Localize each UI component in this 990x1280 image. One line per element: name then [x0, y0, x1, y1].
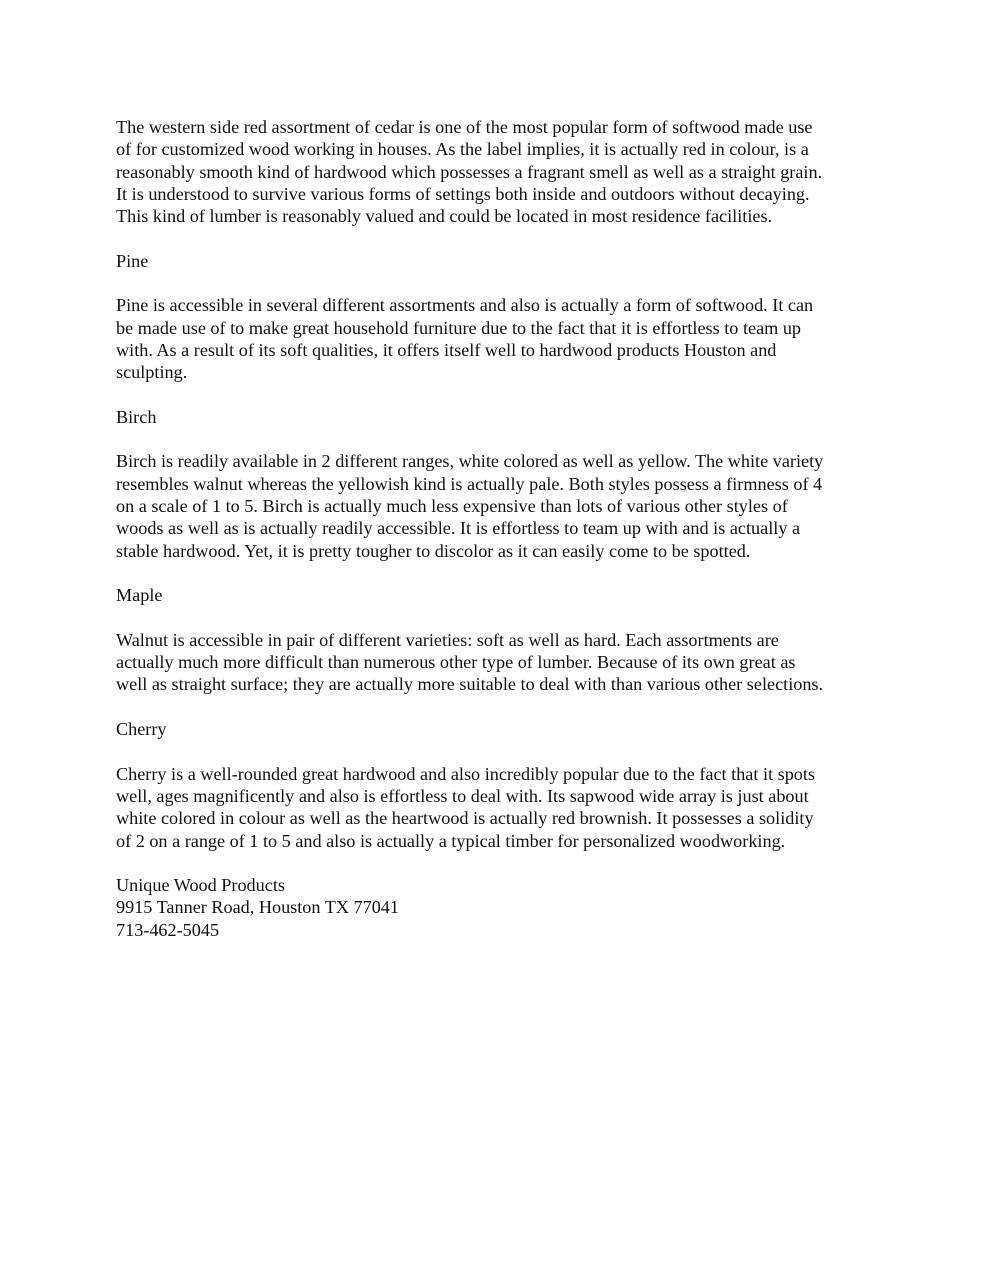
company-phone: 713-462-5045: [116, 919, 220, 940]
intro-paragraph: The western side red assortment of cedar is one of the most popular form of softwood made use of for customized wood working in houses. As the label implies, it is actually red in colour, is a reasonably smooth kind of hardwood which possesses a fragrant smell as well as a straight grain. It is understood to survive various forms of settings both inside and outdoors without decaying. This kind of lumber is reasonably valued and could be located in most residence facilities.: [116, 117, 823, 227]
section-body-birch: Birch is readily available in 2 different ranges, white colored as well as yellow. The white variety resembles walnut whereas the yellowish kind is actually pale. Both styles possess a firmness of 4 on a scale of 1 to 5. Birch is actually much less expensive than lots of various other styles of woods as well as is actually readily accessible. It is effortless to team up with and is actually a stable hardwood. Yet, it is pretty tougher to discolor as it can easily come to be spotted.: [116, 451, 824, 561]
company-address: 9915 Tanner Road, Houston TX 77041: [116, 897, 399, 918]
section-heading-pine: Pine: [116, 250, 149, 271]
section-heading-maple: Maple: [116, 585, 163, 606]
document-page: [116, 116, 916, 941]
section-body-maple: Walnut is accessible in pair of different varieties: soft as well as hard. Each assortments are actually much more difficult than numerous other type of lumber. Because of its own great as well as straight surface; they are actually more suitable to deal with than various other selections.: [116, 629, 824, 695]
section-heading-birch: Birch: [116, 406, 157, 427]
company-name: Unique Wood Products: [116, 875, 285, 896]
section-heading-cherry: Cherry: [116, 719, 167, 740]
section-body-pine: Pine is accessible in several different assortments and also is actually a form of softwood. It can be made use of to make great household furniture due to the fact that it is effortless to team up with. As a result of its soft qualities, it offers itself well to hardwood products Houston and sculpting.: [116, 295, 814, 383]
section-body-cherry: Cherry is a well-rounded great hardwood and also incredibly popular due to the fact that it spots well, ages magnificently and also is effortless to deal with. Its sapwood wide array is just about white colored in colour as well as the heartwood is actually red brownish. It possesses a solidity of 2 on a range of 1 to 5 and also is actually a typical timber for personalized woodworking.: [116, 763, 816, 851]
contact-block: [116, 874, 916, 941]
